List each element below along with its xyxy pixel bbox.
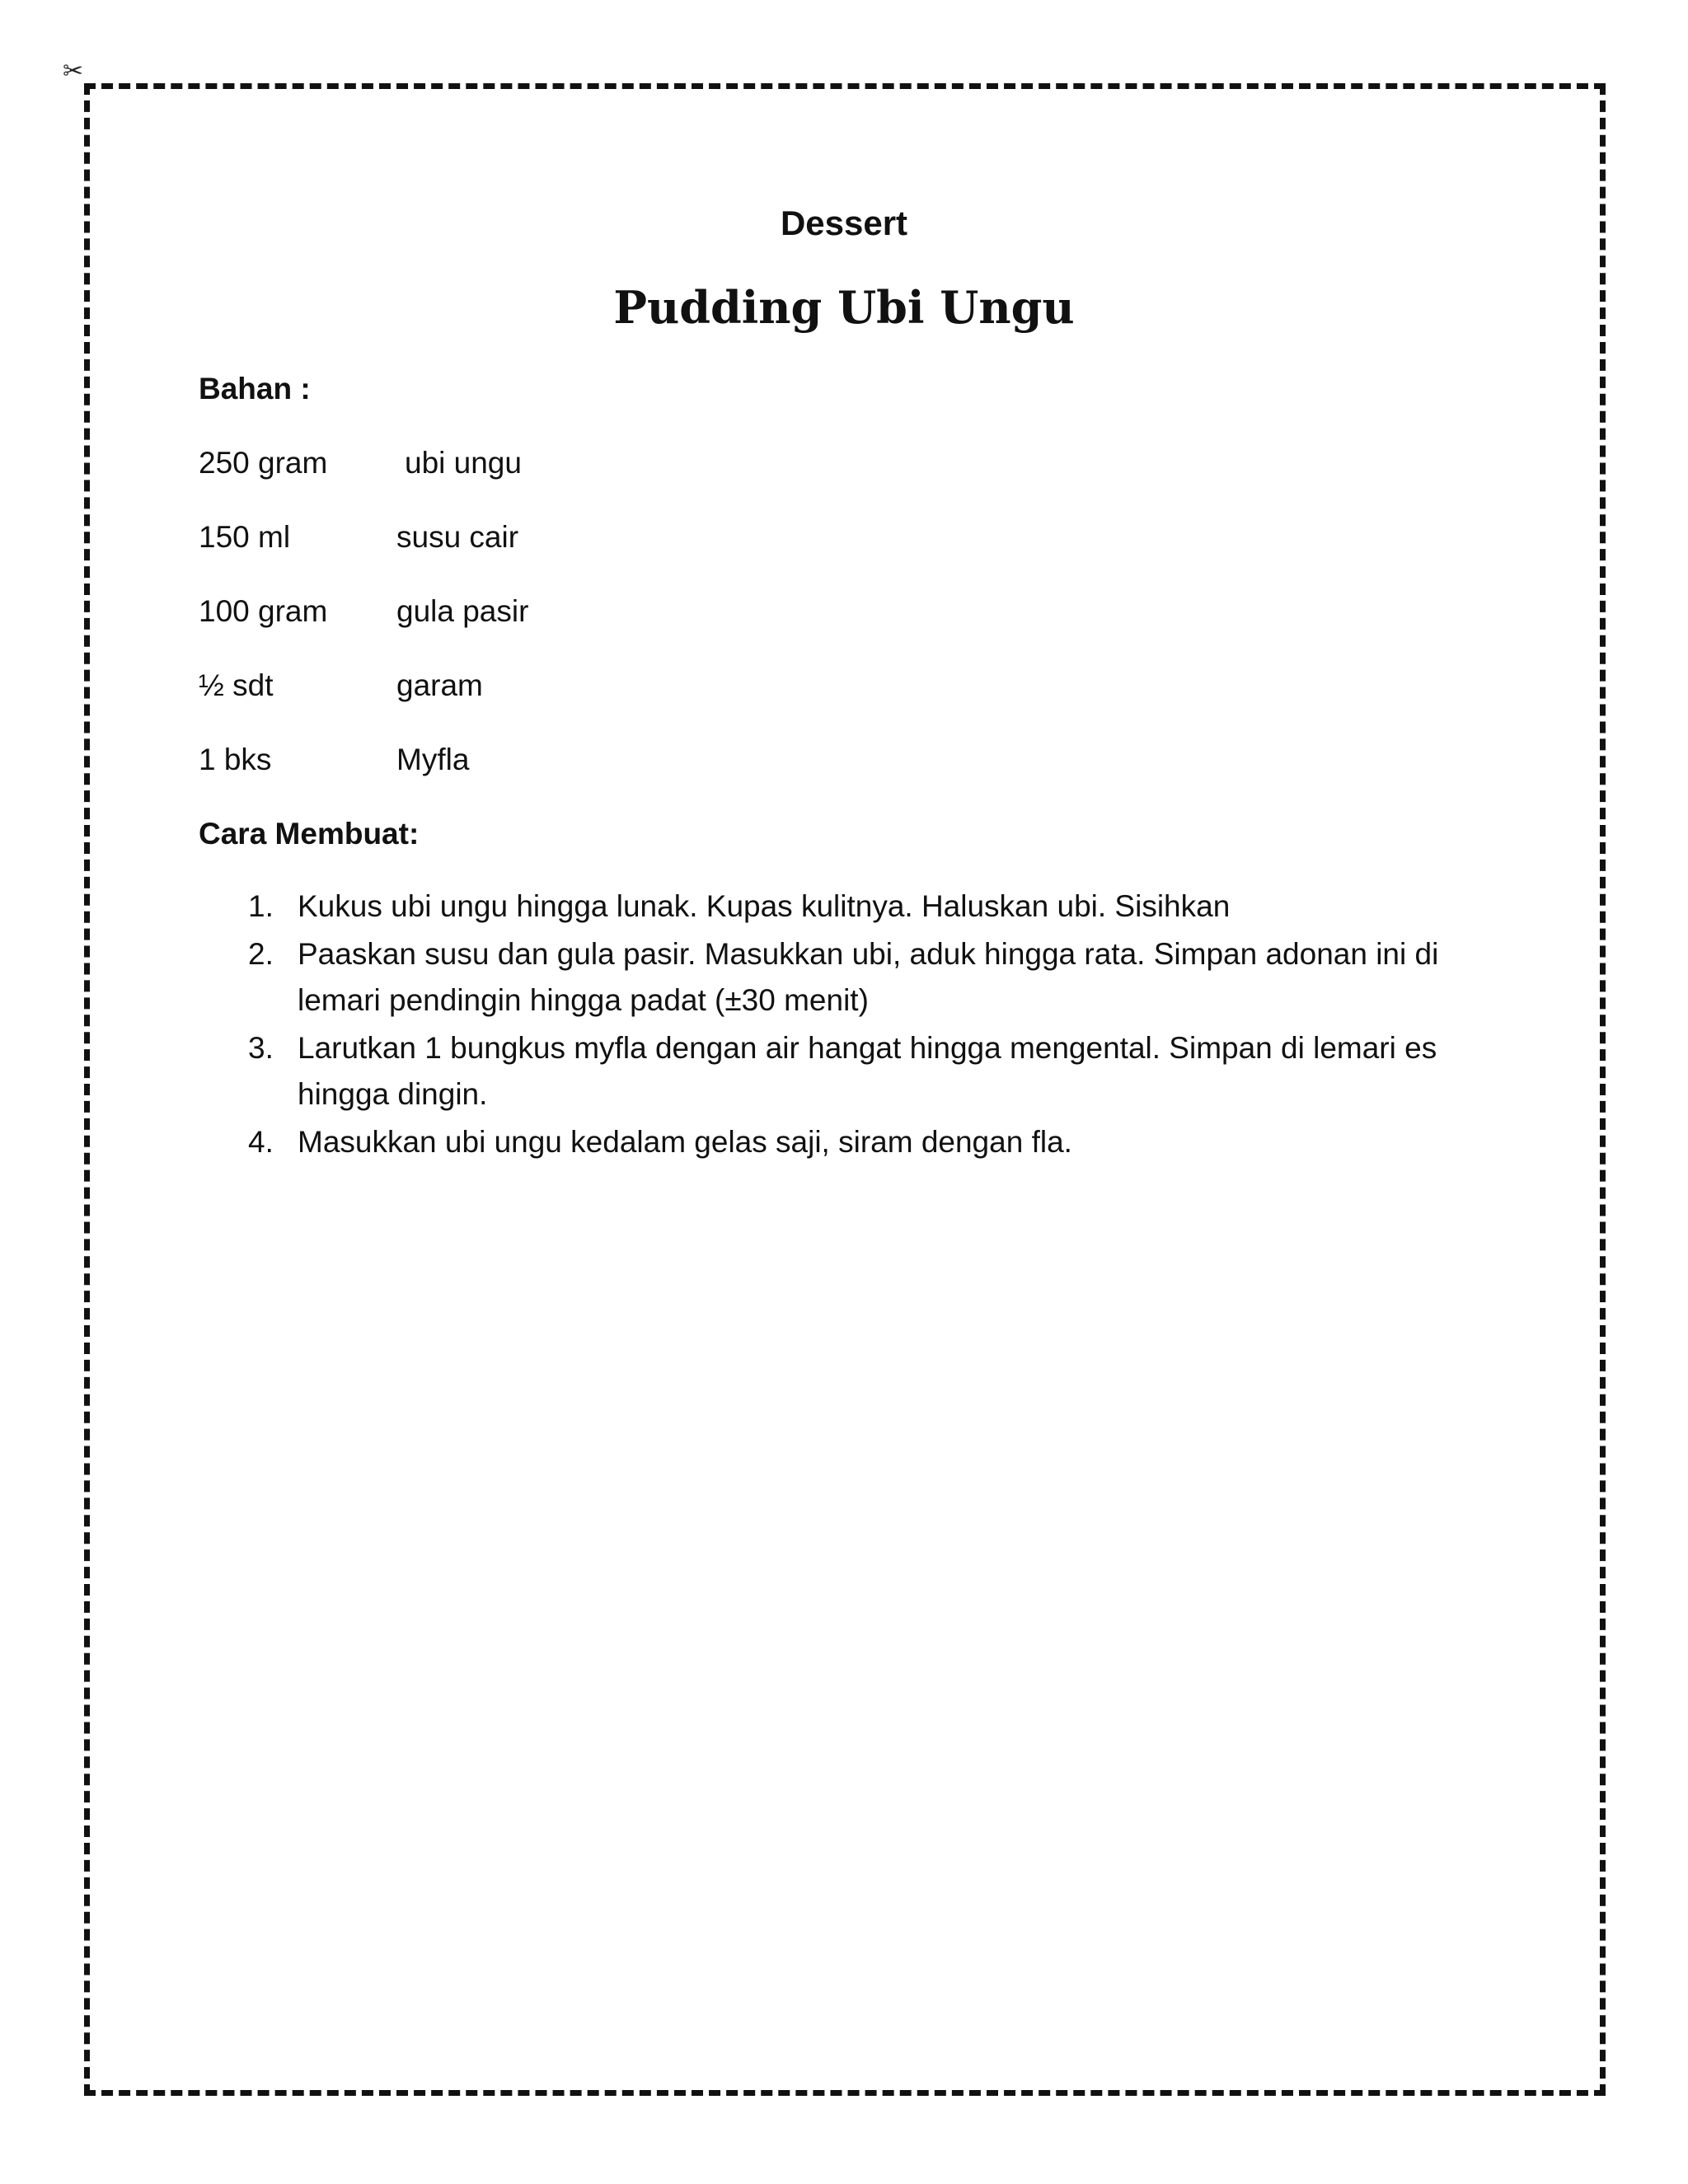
ingredient-name: susu cair [396,520,519,554]
ingredient-row [199,740,528,814]
method-step [199,883,1451,930]
ingredient-amount: 1 bks [199,743,272,776]
step-number: 1. [248,889,274,923]
step-number: 2. [248,937,274,971]
ingredient-row [199,443,528,518]
scissors-icon: ✂ [63,57,84,86]
ingredient-name: Myfla [396,743,470,776]
method-steps-list [199,883,1451,1167]
step-number: 4. [248,1125,274,1159]
ingredient-row [199,666,528,740]
method-step [199,1119,1451,1165]
step-text: Kukus ubi ungu hingga lunak. Kupas kulitnya. Haluskan ubi. Sisihkan [298,889,1231,923]
step-number: 3. [248,1031,274,1065]
ingredients-list [199,443,528,814]
ingredient-name: gula pasir [396,594,529,628]
method-step [199,931,1451,1024]
ingredient-name: ubi ungu [405,446,522,480]
ingredients-heading: Bahan : [199,372,311,405]
step-text: Masukkan ubi ungu kedalam gelas saji, siram dengan fla. [298,1125,1072,1159]
ingredient-row [199,518,528,592]
ingredient-amount: 100 gram [199,594,328,628]
ingredient-name: garam [396,668,483,702]
method-step [199,1025,1451,1118]
ingredient-amount: ½ sdt [199,668,274,702]
ingredient-amount: 250 gram [199,446,328,480]
step-text: Paaskan susu dan gula pasir. Masukkan ubi, aduk hingga rata. Simpan adonan ini di lemari pendingin hingga padat (±30 menit) [298,937,1439,1017]
ingredient-row [199,592,528,666]
step-text: Larutkan 1 bungkus myfla dengan air hangat hingga mengental. Simpan di lemari es hingga dingin. [298,1031,1437,1111]
method-heading: Cara Membuat: [199,817,420,851]
ingredient-amount: 150 ml [199,520,291,554]
recipe-title: Pudding Ubi Ungu [613,281,1075,334]
recipe-category: Dessert [780,204,908,242]
